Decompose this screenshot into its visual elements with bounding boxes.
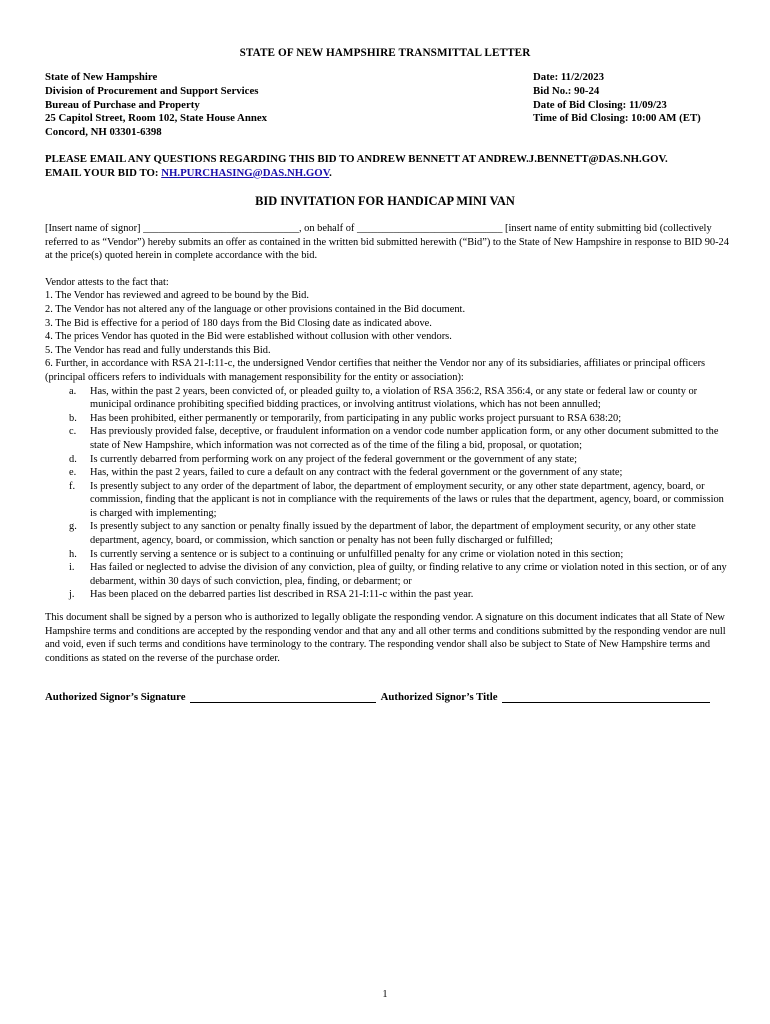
purchasing-email-link[interactable]: NH.PURCHASING@DAS.NH.GOV	[161, 166, 330, 179]
sub-item: c. Has previously provided false, deceptive, or fraudulent information on a vendor code number application form, or any other document submitted to the state of New Hampshire, which information was not corrected as of the time of the filing a bid, proposal, or quotation;	[69, 426, 719, 451]
sub-item: a. Has, within the past 2 years, been convicted of, or pleaded guilty to, a violation of RSA 356:2, RSA 356:4, or any state or federal law or county or municipal ordinance prohibiting specified bidding practices, or involving antitrust violations, which has not been annulled;	[69, 385, 698, 411]
bid-date: Date: 11/2/2023	[533, 71, 605, 83]
sub-item: d. Is currently debarred from performing work on any project of the federal government or the government of any state;	[69, 453, 578, 465]
address-line: 25 Capitol Street, Room 102, State House Annex	[45, 112, 268, 125]
address-line: Bureau of Purchase and Property	[45, 98, 200, 111]
document-body	[45, 222, 730, 602]
sub-item: g. Is presently subject to any sanction or penalty finally issued by the department of labor, the department of employment security, or any other state department, agency, board, or commission, which sanction or penalty has not been fully discharged or fulfilled;	[69, 521, 696, 547]
email-questions-line: PLEASE EMAIL ANY QUESTIONS REGARDING THIS BID TO ANDREW BENNETT AT ANDREW.J.BENNETT@DAS.NH.GOV.	[45, 153, 668, 165]
item-6-paragraph: 6. Further, in accordance with RSA 21-I:11-c, the undersigned Vendor certifies that neither the Vendor nor any of its subsidiaries, affiliates or principal officers (principal officers refers to individuals with management responsibility for the entity or association):	[45, 358, 706, 383]
sub-item: e. Has, within the past 2 years, failed to cure a default on any contract with the federal government or the government of any state;	[69, 467, 623, 479]
attest-list	[45, 289, 730, 357]
email-bid-prefix: EMAIL YOUR BID TO:	[45, 166, 162, 179]
sub-item: f. Is presently subject to any order of the department of labor, the department of employment security, or any other state department, agency, board, or commission, finding that the applicant is not in compliance with the requirements of the laws or rules that the department, agency, board, or commission is charged with implementing;	[69, 480, 724, 519]
sub-item: h. Is currently serving a sentence or is subject to a continuing or unfulfilled penalty for any crime or violation noted in this section;	[69, 548, 624, 560]
title-label: Authorized Signor’s Title	[380, 691, 498, 703]
title-line[interactable]	[502, 690, 710, 703]
closing-paragraph: This document shall be signed by a person who is authorized to legally obligate the responding vendor. A signature on this document indicates that all State of New Hampshire terms and conditions are accepted by the responding vendor and that any and all other terms and conditions submitted by the responding vendor are null and void, even if such terms and conditions have terminology to the contrary. The responding vendor shall also be subject to State of New Hampshire terms and conditions as stated on the reverse of the purchase order.	[45, 612, 726, 664]
sub-item-list	[45, 385, 730, 603]
sub-item: j. Has been placed on the debarred parties list described in RSA 21-I:11-c within the past year.	[69, 589, 474, 601]
intro-paragraph: [Insert name of signor] ______________________________, on behalf of ____________________________ [insert name of entity submitting bid (collectively referred to as “Vendor”) hereby submits an offer as contained in the written bid submitted herewith (“Bid”) to the State of New Hampshire in response to BID 90-24 at the price(s) quoted herein in complete accordance with the bid.	[45, 223, 729, 262]
bid-meta-block	[533, 71, 701, 126]
page-number: 1	[382, 989, 388, 1000]
bid-number: Bid No.: 90-24	[533, 84, 600, 97]
list-item: 1. The Vendor has reviewed and agreed to be bound by the Bid.	[45, 290, 309, 302]
sub-item: b. Has been prohibited, either permanently or temporarily, from participating in any public works project pursuant to RSA 638:20;	[69, 412, 622, 424]
list-item: 3. The Bid is effective for a period of 180 days from the Bid Closing date as indicated above.	[45, 317, 432, 329]
recipient-address-block	[45, 71, 267, 140]
signature-label: Authorized Signor’s Signature	[45, 691, 186, 703]
attest-heading: Vendor attests to the fact that:	[45, 276, 169, 288]
email-instructions	[45, 153, 668, 181]
address-line: Concord, NH 03301-6398	[45, 126, 162, 139]
bid-invitation-title: BID INVITATION FOR HANDICAP MINI VAN	[255, 194, 515, 208]
signature-row	[45, 690, 725, 703]
document-title: STATE OF NEW HAMPSHIRE TRANSMITTAL LETTER	[239, 47, 531, 59]
list-item: 2. The Vendor has not altered any of the language or other provisions contained in the Bid document.	[45, 303, 466, 315]
address-line: State of New Hampshire	[45, 71, 158, 83]
address-line: Division of Procurement and Support Services	[45, 84, 259, 97]
signature-line[interactable]	[190, 690, 376, 703]
bid-closing-date: Date of Bid Closing: 11/09/23	[533, 98, 667, 111]
list-item: 5. The Vendor has read and fully understands this Bid.	[45, 344, 271, 356]
email-bid-line	[45, 167, 668, 181]
list-item: 4. The prices Vendor has quoted in the Bid were established without collusion with other vendors.	[45, 331, 452, 343]
sub-item: i. Has failed or neglected to advise the division of any conviction, plea of guilty, or finding relative to any crime or violation noted in this section, or of any debarment, within 30 days of such conviction, plea, finding, or debarment; or	[69, 562, 727, 587]
email-bid-suffix: .	[329, 166, 332, 179]
bid-closing-time: Time of Bid Closing: 10:00 AM (ET)	[533, 112, 701, 125]
